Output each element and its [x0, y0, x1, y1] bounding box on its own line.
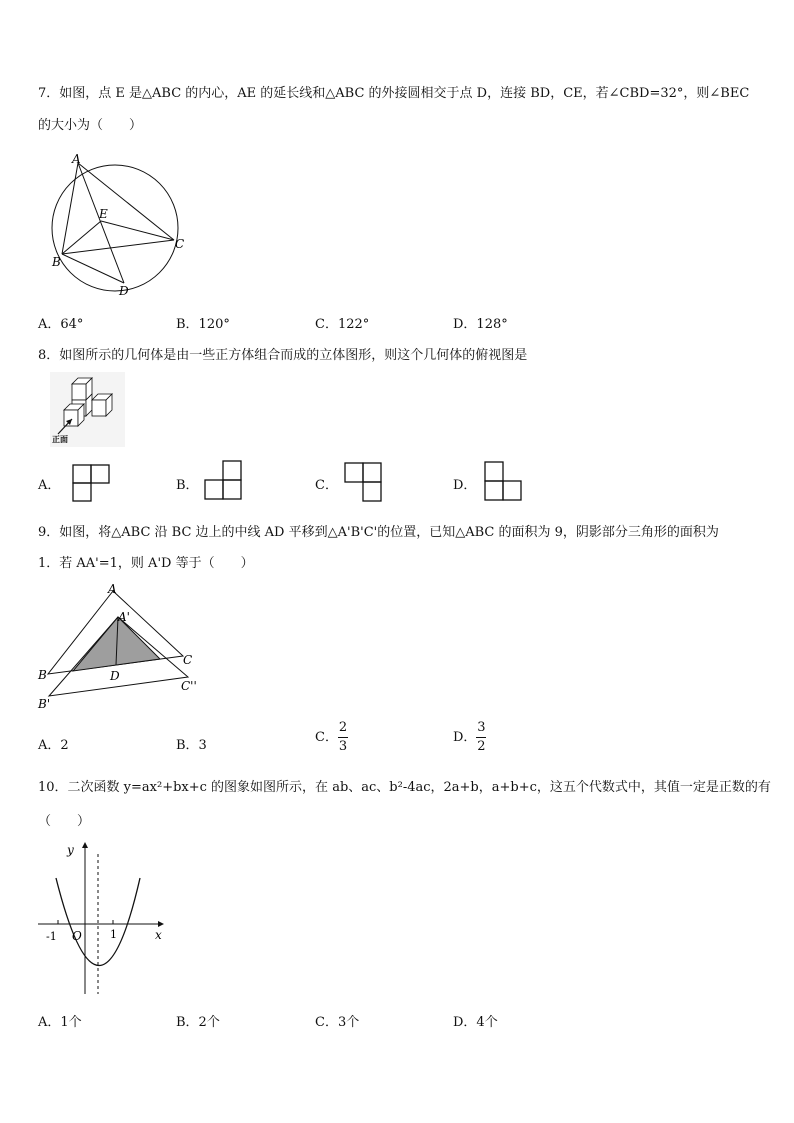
q9-option-a[interactable]: A．2 [38, 738, 69, 753]
q10-stem-line1: 10．二次函数 y=ax²+bx+c 的图象如图所示，在 ab、ac、b²-4ac，2a+b，a+b+c，这五个代数式中，其值一定是正数的有 [38, 780, 771, 795]
q9-option-d-fraction [476, 721, 486, 754]
segment-be [62, 221, 101, 254]
q10-option-d[interactable]: D．4个 [453, 1015, 498, 1030]
q9-option-b[interactable]: B．3 [176, 738, 207, 753]
q10-stem-line2: （ ） [38, 814, 91, 829]
segment-ab [62, 163, 78, 254]
q8-option-d-label[interactable]: D． [453, 478, 477, 493]
q9-triangle-figure [36, 582, 206, 714]
q9-option-c-fraction [338, 721, 348, 754]
cube-front-front [64, 410, 78, 426]
label-c: C [175, 237, 185, 251]
cube-top-front [72, 384, 86, 400]
fraction-bar [338, 737, 348, 738]
y-axis-arrow [82, 842, 88, 848]
y-axis-label: y [67, 843, 74, 857]
one-label: 1 [110, 928, 117, 941]
q8-option-c-shape[interactable] [344, 462, 384, 502]
q8-option-a-shape[interactable] [72, 464, 112, 502]
label-c-prime: C'' [181, 679, 197, 693]
origin-label: O [72, 929, 82, 943]
fraction-numerator: 2 [338, 720, 348, 735]
q10-option-c[interactable]: C．3个 [315, 1015, 360, 1030]
q9-stem-line2: 1．若 AA'=1，则 A'D 等于（ ） [38, 556, 254, 571]
q7-stem-line2: 的大小为（ ） [38, 118, 143, 133]
q7-option-c[interactable]: C．122° [315, 317, 370, 332]
label-b-prime: B' [38, 697, 51, 711]
label-e: E [99, 207, 108, 221]
label-d: D [119, 284, 129, 298]
q8-option-b-shape[interactable] [204, 460, 244, 500]
label-a: A [72, 152, 81, 166]
fraction-bar [476, 737, 486, 738]
label-d: D [110, 669, 120, 683]
front-label: 正面 [52, 434, 68, 444]
q8-option-c-label[interactable]: C． [315, 478, 338, 493]
label-a-prime: A' [118, 610, 130, 624]
q7-stem-line1: 7．如图，点 E 是△ABC 的内心，AE 的延长线和△ABC 的外接圆相交于点 D，连接 BD，CE，若∠CBD=32°，则∠BEC [38, 86, 750, 101]
neg1-label: -1 [46, 930, 57, 943]
q10-option-a[interactable]: A．1个 [38, 1015, 82, 1030]
q9-stem-line1: 9．如图，将△ABC 沿 BC 边上的中线 AD 平移到△A'B'C'的位置，已知△ABC 的面积为 9，阴影部分三角形的面积为 [38, 525, 719, 540]
label-b: B [52, 255, 61, 269]
q8-option-b-label[interactable]: B． [176, 478, 199, 493]
q8-stem-line1: 8．如图所示的几何体是由一些正方体组合而成的立体图形，则这个几何体的俯视图是 [38, 348, 528, 363]
q8-option-d-shape[interactable] [484, 461, 524, 501]
q7-option-a[interactable]: A．64° [38, 317, 84, 332]
q9-option-d[interactable] [453, 721, 486, 754]
fraction-denominator: 3 [338, 739, 348, 754]
q7-option-d[interactable]: D．128° [453, 317, 508, 332]
q10-option-b[interactable]: B．2个 [176, 1015, 220, 1030]
fraction-numerator: 3 [477, 720, 486, 735]
label-a: A [108, 582, 117, 596]
q9-option-d-prefix: D． [453, 730, 477, 745]
q7-circle-figure [44, 148, 194, 300]
q10-parabola-graph [34, 838, 174, 998]
label-c: C [183, 653, 193, 667]
segment-ce [101, 221, 174, 240]
fraction-denominator: 2 [477, 739, 486, 754]
x-axis-arrow [158, 921, 164, 927]
q9-option-c[interactable] [315, 721, 348, 754]
label-b: B [38, 668, 47, 682]
q9-option-c-prefix: C． [315, 730, 338, 745]
cube-right-front [92, 400, 106, 416]
q8-cube-figure [50, 372, 125, 447]
q8-option-a-label[interactable]: A． [38, 478, 61, 493]
segment-bc [62, 240, 174, 254]
x-axis-label: x [155, 928, 162, 942]
q7-option-b[interactable]: B．120° [176, 317, 230, 332]
